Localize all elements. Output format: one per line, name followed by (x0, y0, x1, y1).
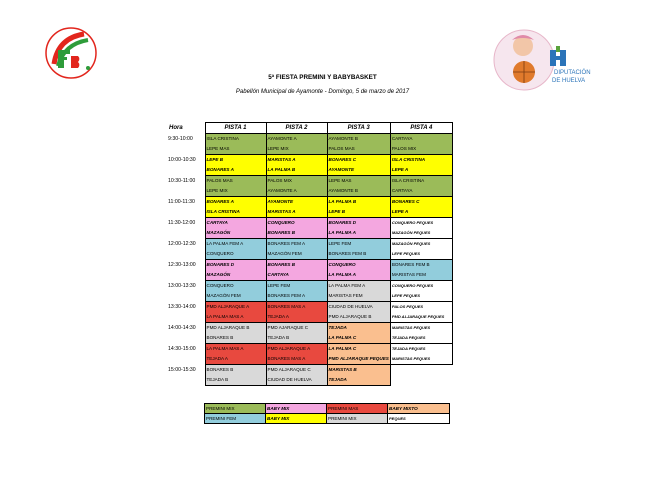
legend-table (204, 403, 450, 424)
match-cell: PALOS MAS (205, 176, 266, 187)
match-cell: BONARES FEM B (327, 249, 390, 260)
match-cell: MAZAGÓN (205, 270, 266, 281)
hour-cell: 12:30-13:00 (168, 261, 196, 268)
match-cell: TEJADA A (266, 312, 327, 323)
match-cell: CONQUERO (205, 281, 266, 292)
match-cell: AYAMONTE B (327, 134, 390, 145)
match-cell: MAZAGÓN FEM (266, 249, 327, 260)
match-cell: ISLA CRISTINA (205, 134, 266, 145)
fb-logo (44, 26, 98, 80)
table-row (167, 228, 452, 239)
match-cell: CIUDAD DE HUELVA (266, 375, 327, 386)
hour-cell: 13:30-14:00 (168, 303, 196, 310)
match-cell: ISLA CRISTINA (390, 176, 452, 187)
table-row (167, 144, 452, 155)
match-cell (390, 375, 452, 386)
match-cell: MAZAGÓN PEQUES (390, 228, 452, 239)
match-cell: TEJADA PEQUES (390, 333, 452, 344)
match-cell: MARISTAS PEQUES (390, 354, 452, 365)
match-cell: BONARES D (205, 260, 266, 271)
match-cell: LEPE PEQUES (390, 291, 452, 302)
legend-cell: BABY MIXTO (388, 404, 450, 414)
diputacion-huelva-logo (492, 26, 592, 98)
match-cell: BONARES MAS A (266, 354, 327, 365)
match-cell: BONARES A (205, 165, 266, 176)
page-subtitle: Pabellón Municipal de Ayamonte - Domingo, 5 de marzo de 2017 (235, 89, 410, 95)
match-cell: PALOS PEQUES (390, 302, 452, 313)
match-cell: PMD ALJARAQUE A (205, 302, 266, 313)
header-pista-2: PISTA 2 (266, 123, 327, 134)
hour-cell: 14:00-14:30 (168, 324, 196, 331)
match-cell: LA PALMA FEM A (327, 281, 390, 292)
header-hora: Hora (169, 125, 183, 131)
match-cell: ISLA CRISTINA (205, 207, 266, 218)
match-cell: CONQUERO (327, 260, 390, 271)
match-cell: MAZAGÓN (205, 228, 266, 239)
match-cell: PMD ALJARAQUE PEQUES (327, 354, 390, 365)
match-cell: LA PALMA MAS A (205, 312, 266, 323)
match-cell: BONARES B (266, 260, 327, 271)
header-pista-3: PISTA 3 (327, 123, 390, 134)
match-cell: CONQUERO PEQUES (390, 281, 452, 292)
match-cell (390, 365, 452, 376)
match-cell: PALOS MIX (266, 176, 327, 187)
match-cell: PMD ALJARAQUE B (327, 312, 390, 323)
table-row (167, 323, 452, 334)
table-row (167, 239, 452, 250)
match-cell: PMD ALJARAQUE PEQUES (390, 312, 452, 323)
table-row (167, 249, 452, 260)
match-cell: LA PALMA A (327, 270, 390, 281)
match-cell: ISLA CRISTINA (390, 155, 452, 166)
table-row (167, 365, 452, 376)
legend-cell: PREMINI MIX (205, 404, 266, 414)
hour-cell: 11:00-11:30 (168, 198, 195, 205)
legend-cell: BABY MIX (266, 404, 327, 414)
match-cell: PMD AJARAQUE C (266, 323, 327, 334)
match-cell: MAZAGÓN PEQUES (390, 239, 452, 250)
match-cell: BONARES C (390, 197, 452, 208)
match-cell: AYAMONTE A (266, 186, 327, 197)
match-cell: LEPE PEQUES (390, 249, 452, 260)
match-cell: TEJADA (327, 323, 390, 334)
table-row (167, 291, 452, 302)
match-cell: LEPE B (327, 207, 390, 218)
match-cell: TEJADA B (266, 333, 327, 344)
match-cell: LA PALMA A (327, 228, 390, 239)
table-row (167, 165, 452, 176)
table-row (167, 344, 452, 355)
table-row (167, 312, 452, 323)
table-row (167, 260, 452, 271)
match-cell: CONQUERO (205, 249, 266, 260)
match-cell: AYAMONTE A (266, 134, 327, 145)
match-cell: CARTAYA (390, 134, 452, 145)
match-cell: LA PALMA MAS A (205, 344, 266, 355)
legend-cell: PREMINI MIX (327, 414, 388, 424)
match-cell: MARISTAS FEM (390, 270, 452, 281)
table-row (167, 333, 452, 344)
svg-text:DIPUTACIÓN: DIPUTACIÓN (554, 70, 591, 76)
match-cell: TEJADA A (205, 354, 266, 365)
match-cell: LEPE FEM (266, 281, 327, 292)
table-row (167, 134, 452, 145)
header-pista-1: PISTA 1 (205, 123, 266, 134)
match-cell: CONQUERO PEQUES (390, 218, 452, 229)
table-row (167, 197, 452, 208)
table-row (167, 186, 452, 197)
hour-cell: 9:30-10:00 (168, 135, 193, 142)
match-cell: LA PALMA C (327, 344, 390, 355)
match-cell: CARTAYA (390, 186, 452, 197)
match-cell: BONARES B (266, 228, 327, 239)
match-cell: LEPE MAS (205, 144, 266, 155)
match-cell: LEPE A (390, 207, 452, 218)
match-cell: LEPE MAS (327, 176, 390, 187)
hour-cell: 10:30-11:00 (168, 177, 196, 184)
table-row (167, 302, 452, 313)
match-cell: LEPE MIX (266, 144, 327, 155)
table-row (167, 207, 452, 218)
table-row (167, 375, 452, 386)
match-cell: TEJADA PEQUES (390, 344, 452, 355)
match-cell: PMD ALJARAQUE A (266, 344, 327, 355)
hour-cell: 12:00-12:30 (168, 240, 196, 247)
match-cell: LEPE A (390, 165, 452, 176)
table-row (167, 176, 452, 187)
match-cell: BONARES B (205, 365, 266, 376)
match-cell: BONARES MAS A (266, 302, 327, 313)
hour-cell: 10:00-10:30 (168, 156, 196, 163)
match-cell: TEJADA B (205, 375, 266, 386)
match-cell: CARTAYA (205, 218, 266, 229)
match-cell: LA PALMA B (327, 197, 390, 208)
hour-cell: 15:00-15:30 (168, 366, 196, 373)
hour-cell: 13:00-13:30 (168, 282, 196, 289)
match-cell: MARISTAS A (266, 207, 327, 218)
match-cell: PALOS MIX (390, 144, 452, 155)
match-cell: MARISTAS PEQUES (390, 323, 452, 334)
svg-text:DE HUELVA: DE HUELVA (552, 78, 586, 84)
table-row (167, 270, 452, 281)
match-cell: CARTAYA (266, 270, 327, 281)
legend-cell: PREMINI MAS (327, 404, 388, 414)
match-cell: LA PALMA C (327, 333, 390, 344)
match-cell: LA PALMA B (266, 165, 327, 176)
table-row (167, 155, 452, 166)
hour-cell: 14:30-15:00 (168, 345, 196, 352)
match-cell: LEPE FEM (327, 239, 390, 250)
table-row (167, 354, 452, 365)
match-cell: LEPE B (205, 155, 266, 166)
schedule-table (167, 122, 453, 386)
table-row (167, 281, 452, 292)
match-cell: MARISTAS A (266, 155, 327, 166)
match-cell: MARISTAS FEM (327, 291, 390, 302)
table-row (167, 218, 452, 229)
match-cell: AYAMONTE (327, 165, 390, 176)
match-cell: BONARES C (327, 155, 390, 166)
match-cell: BONARES FEM A (266, 239, 327, 250)
legend-cell: PREMINI FEM (205, 414, 266, 424)
match-cell: BONARES FEM B (390, 260, 452, 271)
page-title: 5ª FIESTA PREMINI Y BABYBASKET (268, 74, 377, 81)
match-cell: AYAMONTE (266, 197, 327, 208)
header-pista-4: PISTA 4 (390, 123, 452, 134)
match-cell: MAZAGÓN FEM (205, 291, 266, 302)
match-cell: PMD ALJARAQUE C (266, 365, 327, 376)
match-cell: CIUDAD DE HUELVA (327, 302, 390, 313)
legend-cell: BABY MIX (266, 414, 327, 424)
legend-cell: PEQUES (388, 414, 450, 424)
match-cell: PALOS MAS (327, 144, 390, 155)
match-cell: LA PALMA FEM A (205, 239, 266, 250)
match-cell: CONQUERO (266, 218, 327, 229)
match-cell: BONARES A (205, 197, 266, 208)
match-cell: BONARES D (327, 218, 390, 229)
match-cell: LEPE MIX (205, 186, 266, 197)
match-cell: BONARES B (205, 333, 266, 344)
match-cell: PMD ALJARAQUE B (205, 323, 266, 334)
hour-cell: 11:30-12:00 (168, 219, 196, 226)
match-cell: BONARES FEM A (266, 291, 327, 302)
match-cell: TEJADA (327, 375, 390, 386)
match-cell: MARISTAS B (327, 365, 390, 376)
match-cell: AYAMONTE B (327, 186, 390, 197)
